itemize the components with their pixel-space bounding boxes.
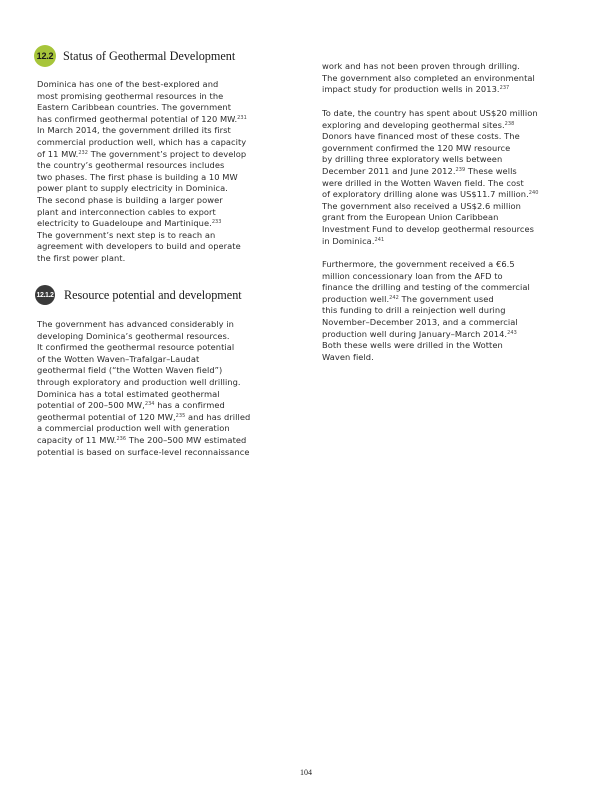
text-line: power plant to supply electricity in Dominica. <box>37 183 228 194</box>
footnote-reference: 239 <box>455 166 466 173</box>
text-line: Both these wells were drilled in the Wotten <box>322 340 503 351</box>
text-line: electricity to Guadeloupe and Martinique.$^{233}$ <box>37 218 222 229</box>
text-line: December 2011 and June 2012.$^{239}$ These wells <box>322 165 517 176</box>
text-line: million concessionary loan from the AFD to <box>322 270 503 281</box>
page-number: 104 <box>300 768 312 777</box>
text-line: geothermal field (“the Wotten Waven field”) <box>37 365 223 376</box>
paragraph <box>37 319 250 458</box>
footnote-reference: 242 <box>389 294 399 301</box>
footnote-reference: 234 <box>144 401 155 408</box>
footnote-reference: 233 <box>211 219 222 226</box>
text-line: grant from the European Union Caribbean <box>322 212 499 223</box>
left-column-paragraph-1 <box>37 79 247 265</box>
text-line: Furthermore, the government received a €6.5 <box>322 259 515 269</box>
text-line: a commercial production well with generation <box>37 423 230 434</box>
text-line: the first power plant. <box>37 252 126 263</box>
paragraph <box>322 108 539 247</box>
footnote-reference: 238 <box>504 120 515 127</box>
text-line: work and has not been proven through drilling. <box>322 61 520 71</box>
text-line: Waven field. <box>322 351 374 362</box>
text-line: of 11 MW.$^{232}$ The government’s project to develop <box>37 148 247 159</box>
text-line: Donors have financed most of these costs. The <box>322 131 520 142</box>
text-line: exploring and developing geothermal sites.$^{238}$ <box>322 119 515 130</box>
text-line: The government also completed an environmental <box>322 72 535 83</box>
text-line: has confirmed geothermal potential of 120 MW.$^{231}$ <box>37 113 247 124</box>
text-line: finance the drilling and testing of the commercial <box>322 282 530 293</box>
footnote-reference: 240 <box>528 190 539 197</box>
section-title: Status of Geothermal Development <box>63 48 236 63</box>
text-line: To date, the country has spent about US$20 million <box>322 108 538 118</box>
text-line: Dominica has one of the best-explored and <box>37 79 219 89</box>
text-line: capacity of 11 MW.$^{236}$ The 200–500 MW estimated <box>37 434 247 445</box>
text-line: the country’s geothermal resources includes <box>37 160 225 171</box>
text-line: production well during January–March 2014.$^{243}$ <box>322 328 517 339</box>
section-number-badge: 12.2 <box>34 45 56 67</box>
text-line: most promising geothermal resources in the <box>37 90 224 101</box>
footnote-reference: 243 <box>507 329 517 336</box>
text-line: potential is based on surface-level reconnaissance <box>37 446 250 457</box>
text-line: production well.$^{242}$ The government used <box>322 293 494 304</box>
text-line: The second phase is building a larger power <box>37 194 223 205</box>
paragraph <box>322 259 530 363</box>
text-line: commercial production well, which has a capacity <box>37 136 247 147</box>
footnote-reference: 232 <box>78 149 89 156</box>
right-column-paragraph-1 <box>322 61 535 96</box>
text-line: this funding to drill a reinjection well during <box>322 305 506 316</box>
text-line: through exploratory and production well drilling. <box>37 376 241 387</box>
text-line: of exploratory drilling alone was US$11.7 million.$^{240}$ <box>322 189 539 200</box>
text-line: The government has advanced considerably in <box>37 319 234 329</box>
text-line: Eastern Caribbean countries. The government <box>37 102 232 113</box>
left-column-paragraph-2 <box>37 319 250 458</box>
text-line: potential of 200–500 MW,$^{234}$ has a confirmed <box>37 400 225 411</box>
text-line: Investment Fund to develop geothermal resources <box>322 223 535 234</box>
text-line: geothermal potential of 120 MW,$^{235}$ and has drilled <box>37 411 251 422</box>
right-column-paragraph-2 <box>322 108 539 247</box>
text-line: by drilling three exploratory wells between <box>322 154 503 165</box>
footnote-reference: 235 <box>175 412 186 419</box>
right-column-paragraph-3 <box>322 259 530 363</box>
text-line: were drilled in the Wotten Waven field. The cost <box>322 177 524 188</box>
text-line: plant and interconnection cables to export <box>37 206 216 217</box>
text-line: two phases. The first phase is building a 10 MW <box>37 171 238 182</box>
text-line: The government’s next step is to reach an <box>37 229 216 240</box>
section-heading-12-1-2 <box>35 285 242 305</box>
text-line: government confirmed the 120 MW resource <box>322 142 511 153</box>
text-line: of the Wotten Waven–Trafalgar–Laudat <box>37 353 200 364</box>
text-line: In March 2014, the government drilled its first <box>37 125 231 136</box>
section-heading-12-2 <box>34 45 235 67</box>
paragraph <box>37 79 247 265</box>
text-line: It confirmed the geothermal resource potential <box>37 342 235 353</box>
footnote-reference: 241 <box>374 236 385 243</box>
paragraph <box>322 61 535 96</box>
footnote-reference: 236 <box>116 435 127 442</box>
text-line: November–December 2013, and a commercial <box>322 316 518 327</box>
footnote-reference: 231 <box>237 114 247 121</box>
text-line: impact study for production wells in 2013.$^{237}$ <box>322 84 510 95</box>
text-line: agreement with developers to build and operate <box>37 241 241 252</box>
text-line: Dominica has a total estimated geothermal <box>37 388 220 399</box>
text-line: in Dominica.$^{241}$ <box>322 235 385 246</box>
text-line: The government also received a US$2.6 million <box>322 200 521 211</box>
footnote-reference: 237 <box>499 85 510 92</box>
subsection-number-badge: 12.1.2 <box>35 285 55 305</box>
text-line: developing Dominica’s geothermal resources. <box>37 330 230 341</box>
subsection-title: Resource potential and development <box>64 287 242 302</box>
